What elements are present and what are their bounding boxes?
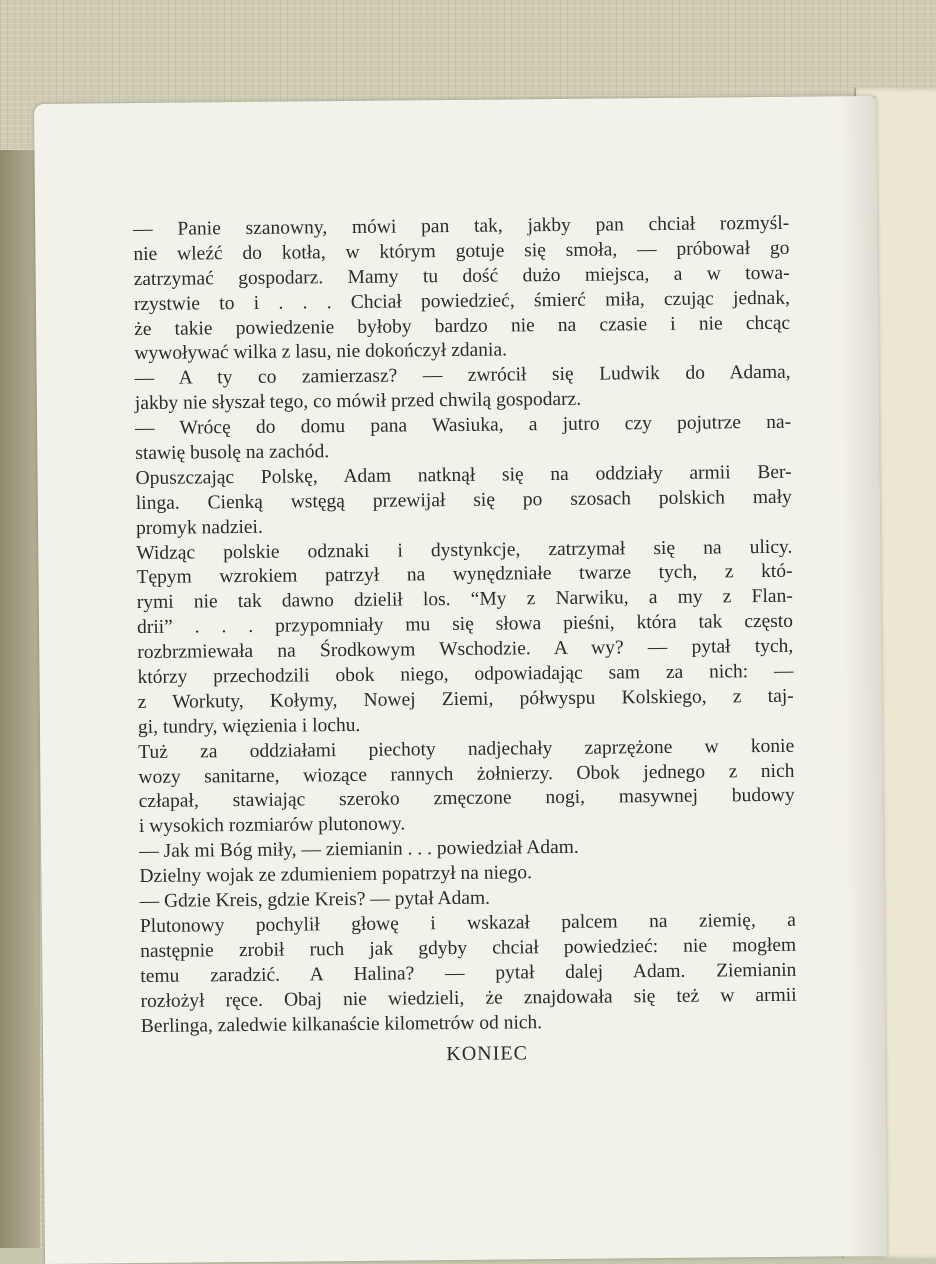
page-left-shadow — [0, 150, 40, 1248]
text-line: z Workuty, Kołymy, Nowej Ziemi, półwyspu Kolskiego, z taj- — [137, 685, 794, 713]
text-line: Plutonowy pochylił głowę i wskazał palcem na ziemię, a — [139, 909, 796, 937]
text-line: rzystwie to i . . . Chciał powiedzieć, śmierć miła, czując jednak, — [133, 287, 790, 315]
text-line: wozy sanitarne, wiozące rannych żołnierzy. Obok jednego z nich — [138, 760, 795, 788]
text-line: drii” . . . przypomniały mu się słowa pieśni, która tak często — [136, 610, 794, 639]
page-text — [133, 212, 797, 1071]
ending-label: KONIEC — [446, 1042, 529, 1066]
text-line: Dzielny wojak ze zdumieniem popatrzył na niego. — [139, 862, 533, 888]
text-line: zatrzymać gospodarz. Mamy tu dość dużo miejsca, a w towa- — [133, 262, 790, 290]
text-line: następnie zrobił ruch jak gdyby chciał powiedzieć: nie mogłem — [140, 934, 797, 962]
text-line: człapał, stawiając szeroko zmęczone nogi, masywnej budowy — [138, 785, 795, 813]
text-line: rymi nie tak dawno dzielił los. “My z Narwiku, a my z Flan- — [136, 586, 793, 614]
text-line: Opuszczając Polskę, Adam natknął się na oddziały armii Ber- — [135, 461, 792, 489]
text-line: rozłożył ręce. Obaj nie wiedzieli, że znajdowała się też w armii — [140, 984, 797, 1012]
text-line: Tuż za oddziałami piechoty nadjechały zaprzężone w konie — [138, 735, 795, 763]
text-line: rozbrzmiewała na Środkowym Wschodzie. A wy? — pytał tych, — [137, 635, 794, 664]
text-line: gi, tundry, więzienia i lochu. — [137, 714, 361, 738]
text-line: wywoływać wilka z lasu, nie dokończył zdania. — [134, 339, 508, 365]
text-line: — Wrócę do domu pana Wasiuka, a jutro czy pojutrze na- — [135, 411, 792, 440]
text-line: Tępym wzrokiem patrzył na wynędzniałe twarze tych, z któ- — [136, 561, 793, 589]
book-page — [34, 96, 887, 1264]
text-line: jakby nie słyszał tego, co mówił przed chwilą gospodarz. — [134, 388, 582, 415]
text-line: — A ty co zamierzasz? — zwrócił się Ludwik do Adama, — [134, 362, 791, 390]
text-line: którzy przechodzili obok niego, odpowiadając sam za nich: — — [137, 660, 794, 689]
text-line: — Jak mi Bóg miły, — ziemianin . . . powiedział Adam. — [139, 837, 579, 863]
text-line: że takie powiedzenie byłoby bardzo nie na czasie i nie chcąc — [134, 312, 791, 340]
text-line: promyk nadziei. — [135, 516, 263, 539]
text-line: Berlinga, zaledwie kilkanaście kilometrów od nich. — [140, 1011, 543, 1037]
text-line: i wysokich rozmiarów plutonowy. — [138, 813, 406, 838]
text-line: temu zaradzić. A Halina? — pytał dalej Adam. Ziemianin — [140, 959, 797, 987]
text-line: Widząc polskie odznaki i dystynkcje, zatrzymał się na ulicy. — [136, 536, 793, 564]
text-line: linga. Cienką wstęgą przewijał się po szosach polskich mały — [135, 486, 792, 514]
text-line: — Gdzie Kreis, gdzie Kreis? — pytał Adam. — [139, 887, 491, 913]
text-line: nie wleźć do kotła, w którym gotuje się smoła, — próbował go — [133, 237, 790, 265]
text-line: — Panie szanowny, mówi pan tak, jakby pan chciał rozmyśl- — [133, 212, 790, 241]
text-line: stawię busolę na zachód. — [135, 441, 330, 465]
